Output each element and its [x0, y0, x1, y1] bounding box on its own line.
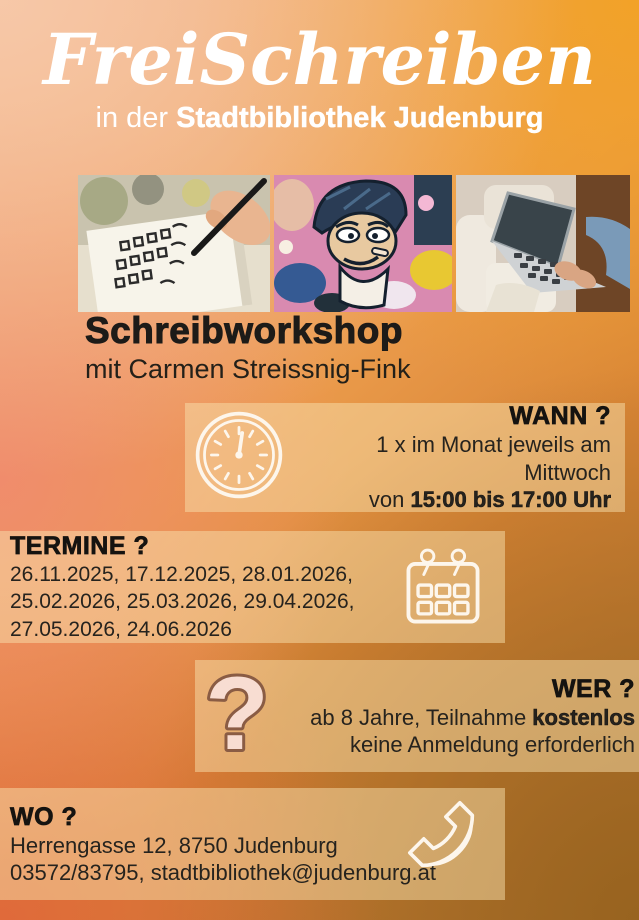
- photo-strip: [78, 175, 630, 312]
- wer-line2: keine Anmeldung erforderlich: [350, 732, 635, 757]
- clock-icon: [193, 409, 285, 506]
- wann-text: [295, 401, 611, 514]
- wer-free: kostenlos: [532, 704, 635, 730]
- section-wer: [195, 660, 639, 772]
- subtitle-location: Stadtbibliothek Judenburg: [176, 102, 544, 134]
- calendar-icon: [395, 539, 491, 640]
- wann-heading: WANN ?: [509, 402, 611, 431]
- phone-icon: [399, 790, 503, 903]
- wann-line1: 1 x im Monat jeweils am Mittwoch: [376, 432, 611, 485]
- notebook-writing-photo: [78, 175, 270, 312]
- wer-heading: WER ?: [551, 674, 635, 703]
- termine-dates-line2: 25.02.2026, 25.03.2026, 29.04.2026,: [10, 590, 355, 614]
- termine-dates-line1: 26.11.2025, 17.12.2025, 28.01.2026,: [10, 563, 353, 587]
- poster-subtitle: [0, 102, 639, 135]
- wann-line2: von 15:00 bis 17:00 Uhr: [368, 487, 611, 513]
- wer-text: [279, 674, 635, 759]
- wo-contact: 03572/83795, stadtbibliothek@judenburg.at: [10, 860, 436, 885]
- termine-heading: TERMINE ?: [10, 532, 150, 561]
- graffiti-photo: [274, 175, 452, 312]
- svg-text:?: ?: [205, 660, 269, 767]
- question-mark-icon: [203, 661, 271, 772]
- workshop-block: [85, 310, 411, 385]
- workshop-title: Schreibworkshop: [85, 310, 403, 351]
- section-wann: [185, 403, 625, 512]
- wo-heading: WO ?: [10, 802, 78, 831]
- termine-dates-line3: 27.05.2026, 24.06.2026: [10, 617, 232, 641]
- wann-time: 15:00 bis 17:00 Uhr: [410, 487, 611, 513]
- section-termine: [0, 531, 505, 643]
- subtitle-prefix: in der: [95, 102, 177, 134]
- wo-address: Herrengasse 12, 8750 Judenburg: [10, 832, 338, 858]
- laptop-photo: [456, 175, 630, 312]
- poster-title: FreiSchreiben: [43, 18, 596, 101]
- workshop-instructor: mit Carmen Streissnig-Fink: [85, 354, 411, 384]
- section-wo: [0, 788, 505, 900]
- wer-line1: ab 8 Jahre, Teilnahme kostenlos: [310, 704, 635, 730]
